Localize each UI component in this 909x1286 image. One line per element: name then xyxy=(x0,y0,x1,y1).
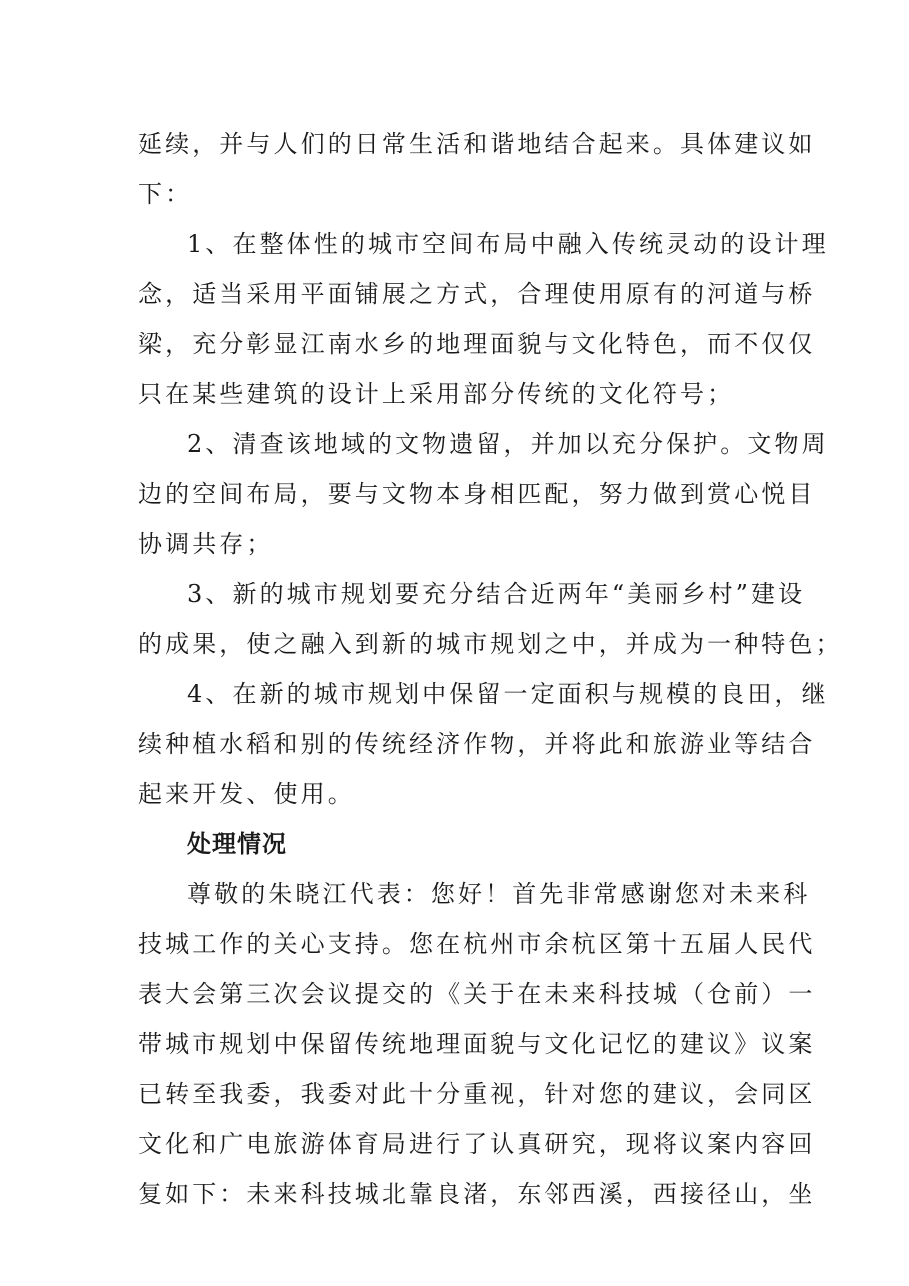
reply-line: 已转至我委，我委对此十分重视，针对您的建议，会同区 xyxy=(138,1080,816,1108)
suggestion-1-line: 梁，充分彰显江南水乡的地理面貌与文化特色，而不仅仅 xyxy=(138,330,816,358)
suggestion-3-line: 的成果，使之融入到新的城市规划之中，并成为一种特色； xyxy=(138,630,843,658)
paragraph-line: 下： xyxy=(138,180,193,208)
reply-line: 表大会第三次会议提交的《关于在未来科技城（仓前）一 xyxy=(138,980,816,1008)
suggestion-3-line: 3、新的城市规划要充分结合近两年“美丽乡村”建设 xyxy=(187,580,806,608)
reply-line: 复如下：未来科技城北靠良渚，东邻西溪，西接径山，坐 xyxy=(138,1180,816,1208)
reply-line: 文化和广电旅游体育局进行了认真研究，现将议案内容回 xyxy=(138,1130,816,1158)
suggestion-4-line: 续种植水稻和别的传统经济作物，并将此和旅游业等结合 xyxy=(138,730,816,758)
suggestion-1-line: 1、在整体性的城市空间布局中融入传统灵动的设计理 xyxy=(187,230,829,258)
suggestion-2-line: 边的空间布局，要与文物本身相匹配，努力做到赏心悦目 xyxy=(138,480,816,508)
suggestion-2-line: 2、清查该地域的文物遗留，并加以充分保护。文物周 xyxy=(187,430,829,458)
reply-line: 尊敬的朱晓江代表：您好！首先非常感谢您对未来科 xyxy=(187,880,811,908)
reply-line: 带城市规划中保留传统地理面貌与文化记忆的建议》议案 xyxy=(138,1030,816,1058)
suggestion-1-line: 念，适当采用平面铺展之方式，合理使用原有的河道与桥 xyxy=(138,280,816,308)
suggestion-4-line: 起来开发、使用。 xyxy=(138,780,355,808)
suggestion-2-line: 协调共存； xyxy=(138,530,274,558)
paragraph-line: 延续，并与人们的日常生活和谐地结合起来。具体建议如 xyxy=(138,130,816,158)
section-heading: 处理情况 xyxy=(187,830,287,858)
suggestion-1-line: 只在某些建筑的设计上采用部分传统的文化符号； xyxy=(138,380,735,408)
suggestion-4-line: 4、在新的城市规划中保留一定面积与规模的良田，继 xyxy=(187,680,829,708)
reply-line: 技城工作的关心支持。您在杭州市余杭区第十五届人民代 xyxy=(138,930,816,958)
